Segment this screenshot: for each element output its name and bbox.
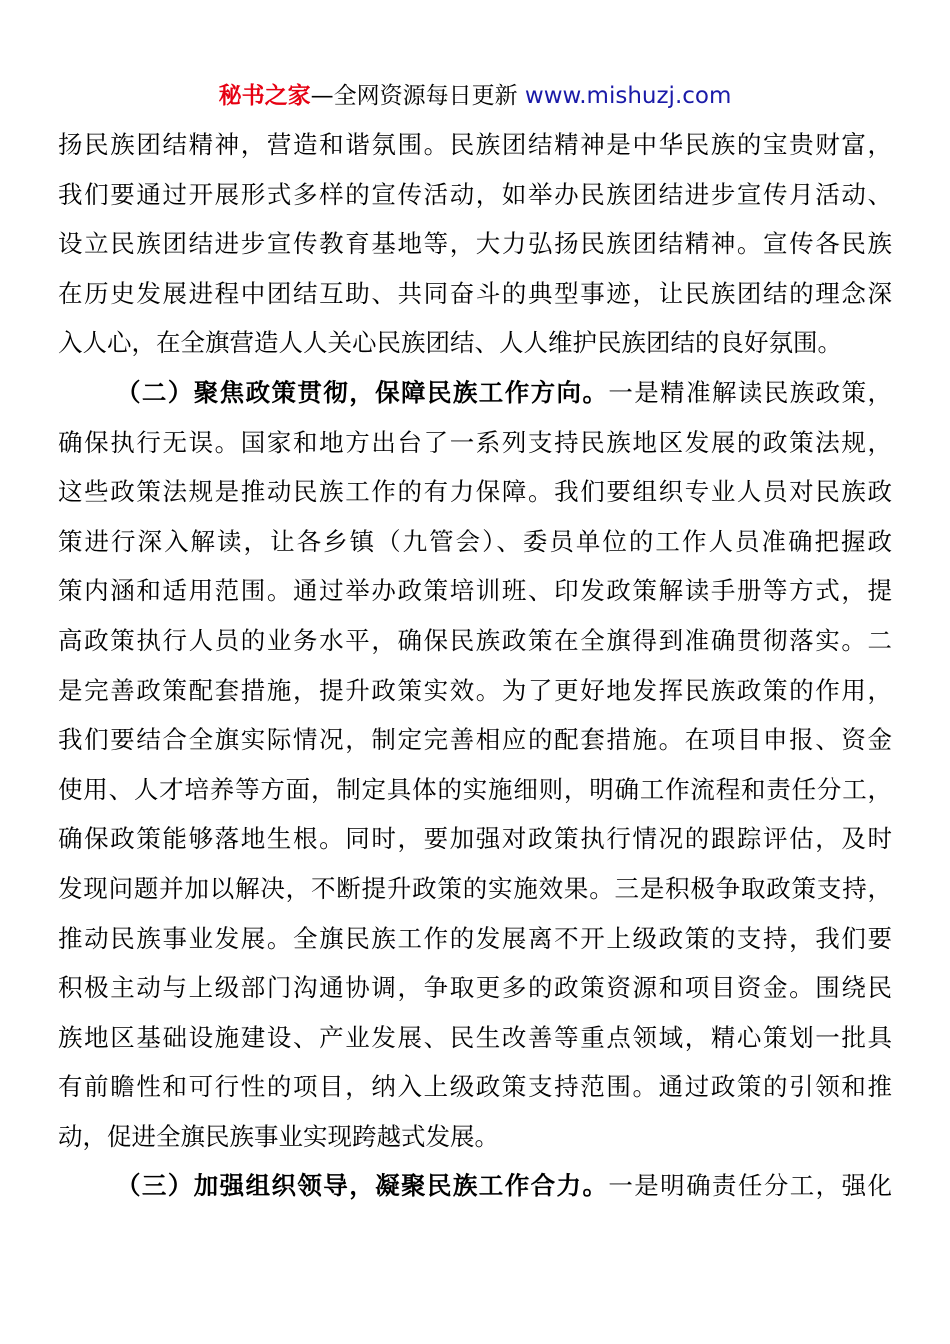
text-line: 我们要通过开展形式多样的宣传活动，如举办民族团结进步宣传月活动、 xyxy=(58,179,892,209)
section-heading-line: （二）聚焦政策贯彻，保障民族工作方向。一是精准解读民族政策， xyxy=(116,377,892,407)
text-line: 策内涵和适用范围。通过举办政策培训班、印发政策解读手册等方式，提 xyxy=(58,576,892,606)
text-line: 高政策执行人员的业务水平，确保民族政策在全旗得到准确贯彻落实。二 xyxy=(58,625,892,655)
text-line: 发现问题并加以解决，不断提升政策的实施效果。三是积极争取政策支持， xyxy=(58,873,892,903)
text-line: 我们要结合全旗实际情况，制定完善相应的配套措施。在项目申报、资金 xyxy=(58,725,892,755)
text-line: 确保执行无误。国家和地方出台了一系列支持民族地区发展的政策法规， xyxy=(58,427,892,457)
header-url-link[interactable]: www.mishuzj.com xyxy=(524,83,732,109)
text-line: 族地区基础设施建设、产业发展、民生改善等重点领域，精心策划一批具 xyxy=(58,1022,892,1052)
text-line: 使用、人才培养等方面，制定具体的实施细则，明确工作流程和责任分工， xyxy=(58,774,892,804)
document-body xyxy=(58,120,892,1211)
text-line: 推动民族事业发展。全旗民族工作的发展离不开上级政策的支持，我们要 xyxy=(58,923,892,953)
text-line: 积极主动与上级部门沟通协调，争取更多的政策资源和项目资金。围绕民 xyxy=(58,973,892,1003)
text-line: 在历史发展进程中团结互助、共同奋斗的典型事迹，让民族团结的理念深 xyxy=(58,278,892,308)
section-heading: （二）聚焦政策贯彻，保障民族工作方向。 xyxy=(116,377,609,407)
header-brand: 秘书之家 xyxy=(218,83,311,109)
text-line: 动，促进全旗民族事业实现跨越式发展。 xyxy=(58,1121,499,1151)
text-line: 是完善政策配套措施，提升政策实效。为了更好地发挥民族政策的作用， xyxy=(58,675,892,705)
text-line: 确保政策能够落地生根。同时，要加强对政策执行情况的跟踪评估，及时 xyxy=(58,824,892,854)
text-line: 设立民族团结进步宣传教育基地等，大力弘扬民族团结精神。宣传各民族 xyxy=(58,229,892,259)
text-line: 策进行深入解读，让各乡镇（九管会）、委员单位的工作人员准确把握政 xyxy=(58,526,892,556)
text-line: 有前瞻性和可行性的项目，纳入上级政策支持范围。通过政策的引领和推 xyxy=(58,1072,892,1102)
section-heading-line: （三）加强组织领导，凝聚民族工作合力。一是明确责任分工，强化 xyxy=(116,1171,892,1201)
text-line: 扬民族团结精神，营造和谐氛围。民族团结精神是中华民族的宝贵财富， xyxy=(58,130,892,159)
section-heading: （三）加强组织领导，凝聚民族工作合力。 xyxy=(116,1171,609,1201)
header-tagline: —全网资源每日更新 xyxy=(310,83,525,109)
text-line: 这些政策法规是推动民族工作的有力保障。我们要组织专业人员对民族政 xyxy=(58,477,892,507)
text-line: 入人心，在全旗营造人人关心民族团结、人人维护民族团结的良好氛围。 xyxy=(58,328,842,358)
page-header xyxy=(0,80,950,112)
